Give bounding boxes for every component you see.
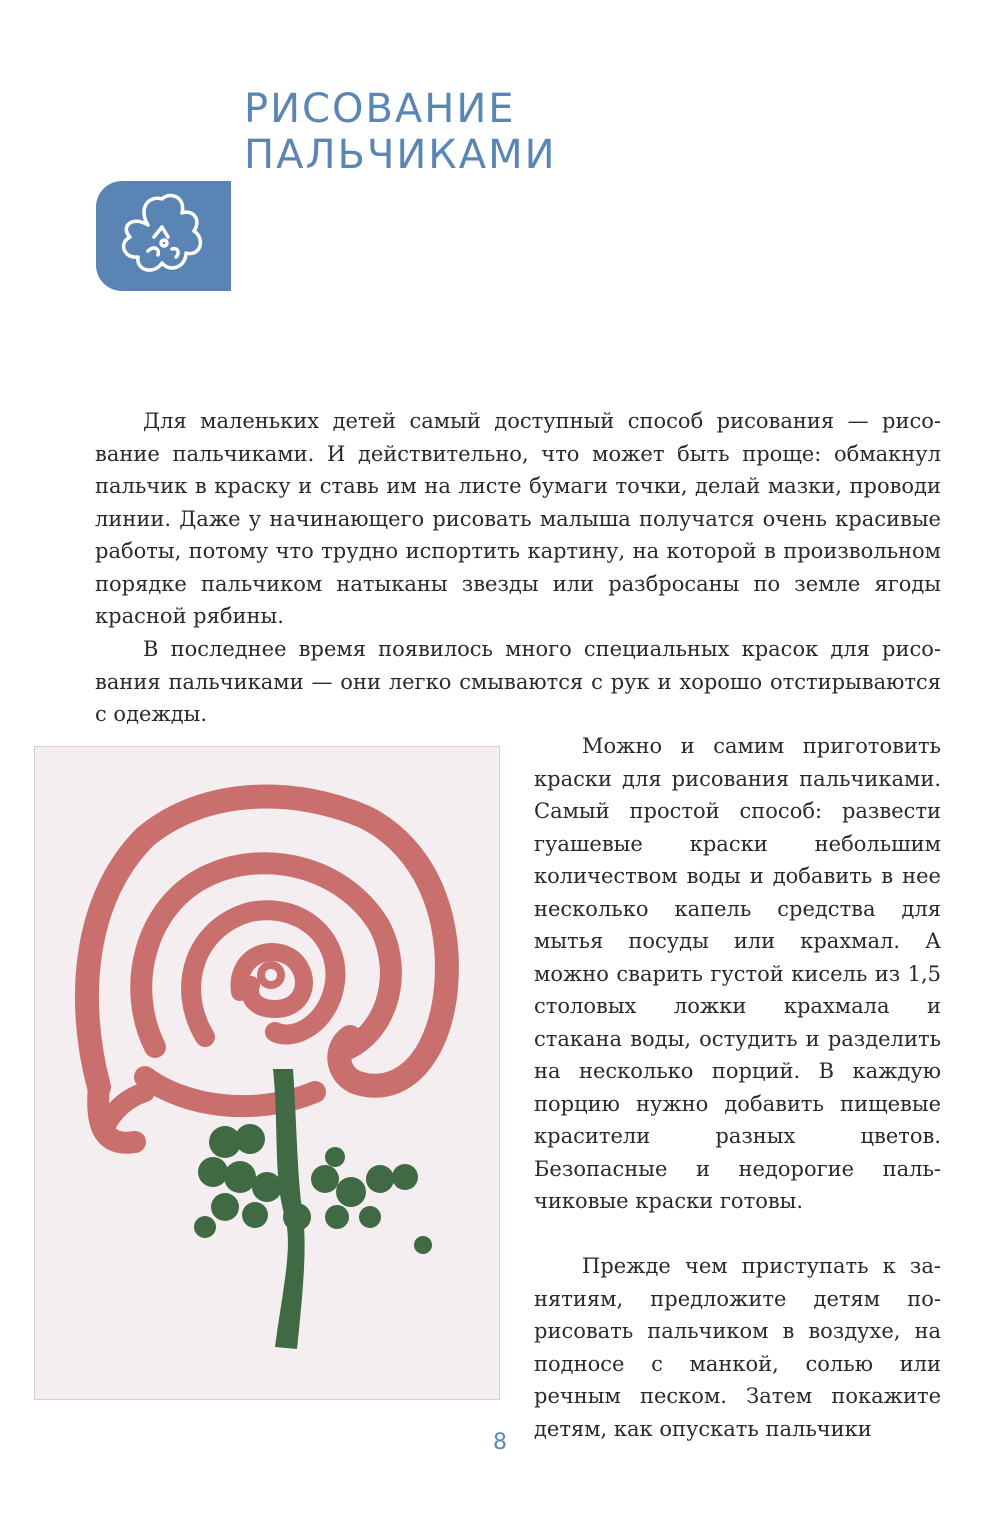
- homemade-paint-paragraph: Можно и самим приготовить краски для рисования пальчиками. Самый простой способ: развести гуашевые краски небольшим количеством воды и добавить в нее несколько капель средства для мытья посуды или крахмал. А можно сварить густой кисель из 1,5 столовых ложки крахмала и стакана воды, остудить и разделить на несколько порций. В каждую порцию нужно добавить пищевые красители разных цветов. Безопасные и недорогие пальчиковые краски готовы.: [534, 734, 941, 1213]
- leaf-dot: [224, 1161, 256, 1193]
- intro-paragraph: Для маленьких детей самый доступный способ рисования — рисование пальчиками. И действительно, что может быть проще: обмакнул пальчик в краску и ставь им на листе бумаги точки, делай мазки, проводи линии. Даже у начинающего рисовать малыша получатся очень красивые работы, потому что трудно испортить картину, на которой в произвольном порядке пальчиком натыканы звезды или разбросаны по земле ягоды красной рябины.: [95, 409, 941, 628]
- flower-icon: [108, 187, 218, 287]
- chapter-title: [244, 86, 557, 178]
- leaf-dot: [325, 1205, 349, 1229]
- leaf-dot: [366, 1165, 394, 1193]
- leaf-dot: [311, 1165, 339, 1193]
- flower-painting: [34, 746, 500, 1400]
- practice-paragraph: Прежде чем приступать к занятиям, предложите детям порисовать пальчиком в воздухе, на подносе с манкой, солью или речным песком. Затем покажите детям, как опускать пальчики: [534, 1254, 941, 1441]
- leaf-dot: [252, 1172, 282, 1202]
- painting-illustration: [35, 747, 499, 1399]
- leaf-dot: [359, 1206, 381, 1228]
- leaf-dot: [283, 1203, 311, 1231]
- page-number: 8: [493, 1430, 507, 1455]
- chapter-title-line-2: ПАЛЬЧИКАМИ: [244, 132, 557, 178]
- leaf-dot: [414, 1236, 432, 1254]
- flower-center: [261, 965, 281, 985]
- leaf-dot: [235, 1124, 265, 1154]
- paints-paragraph: В последнее время появилось много специальных красок для рисования пальчиками — они легко смываются с рук и хорошо отстирываются с одежды.: [95, 637, 941, 726]
- leaf-dot: [198, 1157, 228, 1187]
- leaf-dot: [242, 1202, 268, 1228]
- leaf-dot: [194, 1216, 216, 1238]
- leaf-dot: [325, 1147, 345, 1167]
- leaf-dot: [336, 1177, 366, 1207]
- chapter-title-line-1: РИСОВАНИЕ: [244, 86, 516, 132]
- leaf-dot: [211, 1193, 239, 1221]
- left-petal-edge: [105, 1092, 145, 1127]
- chapter-badge: [96, 181, 231, 291]
- leaf-dot: [392, 1164, 418, 1190]
- core-petal-ring: [240, 952, 304, 1009]
